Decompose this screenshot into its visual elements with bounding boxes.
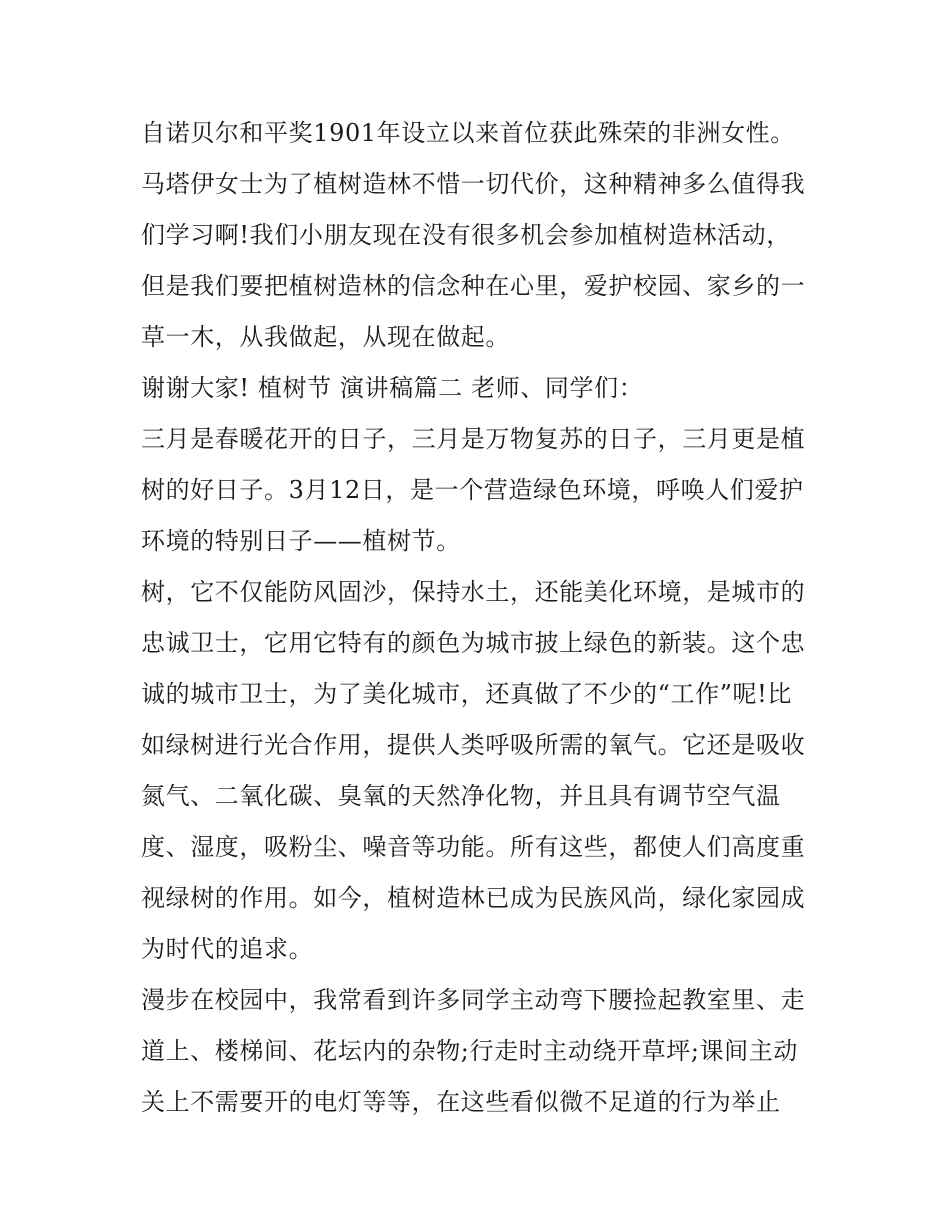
text-line: 谢谢大家! 植树节 演讲稿篇二 老师、同学们： xyxy=(141,374,644,402)
text-line: 环境的特别日子——植树节。 xyxy=(141,527,461,555)
text-line: 视绿树的作用。如今，植树造林已成为民族风尚，绿化家园成 xyxy=(141,884,806,912)
text-line: 们学习啊!我们小朋友现在没有很多机会参加植树造林活动， xyxy=(141,221,791,249)
text-line: 诚的城市卫士，为了美化城市，还真做了不少的“工作”呢!比 xyxy=(141,680,792,708)
text-line: 忠诚卫士，它用它特有的颜色为城市披上绿色的新装。这个忠 xyxy=(141,629,806,657)
text-line: 氮气、二氧化碳、臭氧的天然净化物，并且具有调节空气温 xyxy=(141,782,781,810)
document-body xyxy=(141,108,821,1128)
text-line: 三月是春暖花开的日子，三月是万物复苏的日子，三月更是植 xyxy=(141,425,806,453)
text-line: 树，它不仅能防风固沙，保持水土，还能美化环境，是城市的 xyxy=(141,578,806,606)
text-line: 自诺贝尔和平奖1901年设立以来首位获此殊荣的非洲女性。 xyxy=(141,119,795,147)
text-line: 关上不需要开的电灯等等，在这些看似微不足道的行为举止 xyxy=(141,1088,781,1116)
text-line: 度、湿度，吸粉尘、噪音等功能。所有这些，都使人们高度重 xyxy=(141,833,806,861)
text-line: 漫步在校园中，我常看到许多同学主动弯下腰捡起教室里、走 xyxy=(141,986,806,1014)
text-line: 如绿树进行光合作用，提供人类呼吸所需的氧气。它还是吸收 xyxy=(141,731,806,759)
text-line: 马塔伊女士为了植树造林不惜一切代价，这种精神多么值得我 xyxy=(141,170,806,198)
text-line: 树的好日子。3月12日，是一个营造绿色环境，呼唤人们爱护 xyxy=(141,476,804,504)
text-line: 为时代的追求。 xyxy=(141,935,314,963)
text-line: 草一木，从我做起，从现在做起。 xyxy=(141,323,510,351)
text-line: 但是我们要把植树造林的信念种在心里，爱护校园、家乡的一 xyxy=(141,272,806,300)
text-line: 道上、楼梯间、花坛内的杂物;行走时主动绕开草坪;课间主动 xyxy=(141,1037,798,1065)
